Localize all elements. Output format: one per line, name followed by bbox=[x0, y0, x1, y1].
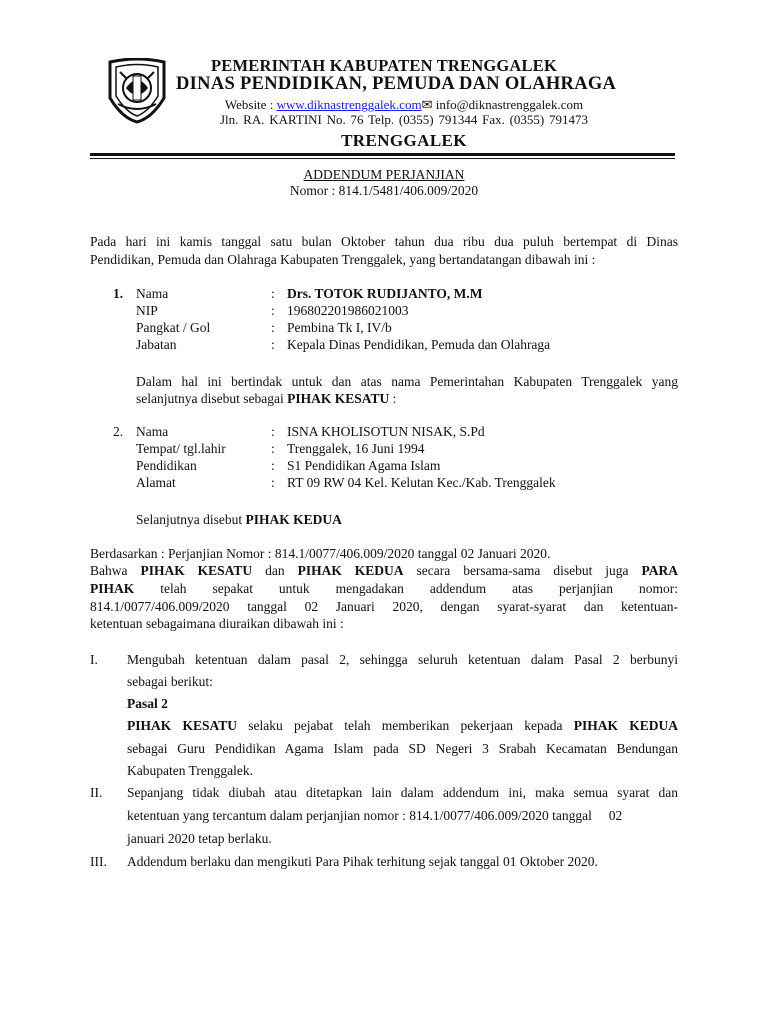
text-span: PARA bbox=[641, 563, 679, 578]
field-label: Nama bbox=[136, 424, 169, 439]
opening-line-2: Pendidikan, Pemuda dan Olahraga Kabupaten Trenggalek, yang bertandatangan dibawah ini : bbox=[90, 252, 596, 267]
item-2-line-1: Sepanjang tidak diubah atau ditetapkan lain dalam addendum ini, maka semua syarat dan bbox=[127, 785, 678, 800]
department-name: DINAS PENDIDIKAN, PEMUDA DAN OLAHRAGA bbox=[176, 74, 617, 94]
basis-line-1: Berdasarkan : Perjanjian Nomor : 814.1/0077/406.009/2020 tanggal 02 Januari 2020. bbox=[90, 546, 551, 561]
field-colon: : bbox=[271, 441, 275, 456]
item-1-line-1: Mengubah ketentuan dalam pasal 2, sehingga seluruh ketentuan dalam Pasal 2 berbunyi bbox=[127, 652, 678, 667]
party-1-desc-line-2 bbox=[136, 390, 678, 408]
field-label: Nama bbox=[136, 286, 169, 301]
field-value: Drs. TOTOK RUDIJANTO, M.M bbox=[287, 286, 483, 301]
website-label: Website : bbox=[224, 97, 277, 112]
letterhead-rule-thin bbox=[90, 158, 675, 159]
party-2-role: PIHAK KEDUA bbox=[245, 512, 342, 527]
party-1-block bbox=[0, 286, 768, 354]
text-span: : bbox=[389, 391, 397, 406]
party-2-row bbox=[0, 475, 768, 492]
letterhead-rule-thick bbox=[90, 153, 675, 156]
party-2-block bbox=[0, 424, 768, 492]
field-value: 196802201986021003 bbox=[287, 303, 409, 318]
document-number: Nomor : 814.1/5481/406.009/2020 bbox=[289, 183, 479, 198]
party-1-number: 1. bbox=[113, 286, 124, 301]
field-value: S1 Pendidikan Agama Islam bbox=[287, 458, 441, 473]
opening-line-1: Pada hari ini kamis tanggal satu bulan Oktober tahun dua ribu dua puluh bertempat di Dinas bbox=[90, 234, 678, 249]
text-span: PIHAK bbox=[90, 581, 135, 596]
basis-line-4: 814.1/0077/406.009/2020 tanggal 02 Januari 2020, dengan syarat-syarat dan ketentuan- bbox=[90, 599, 678, 614]
party-1-role: PIHAK KESATU bbox=[287, 391, 390, 406]
field-value: Pembina Tk I, IV/b bbox=[287, 320, 392, 335]
field-colon: : bbox=[271, 286, 275, 301]
contact-line bbox=[0, 97, 768, 113]
document-title: ADDENDUM PERJANJIAN bbox=[303, 167, 465, 182]
item-numeral: I. bbox=[90, 652, 98, 667]
party-2-desc bbox=[136, 511, 342, 529]
field-colon: : bbox=[271, 475, 275, 490]
field-label: Tempat/ tgl.lahir bbox=[136, 441, 226, 456]
email-address: info@diknastrenggalek.com bbox=[435, 97, 584, 112]
field-label: Pangkat / Gol bbox=[136, 320, 211, 335]
item-1-line-2: sebagai berikut: bbox=[127, 674, 213, 689]
pasal-line-1 bbox=[127, 715, 678, 737]
text-span: selanjutnya disebut sebagai bbox=[136, 391, 288, 406]
field-colon: : bbox=[271, 458, 275, 473]
field-label: Pendidikan bbox=[136, 458, 197, 473]
field-colon: : bbox=[271, 303, 275, 318]
item-numeral: II. bbox=[90, 785, 103, 800]
party-2-row bbox=[0, 458, 768, 475]
email-icon: ✉ bbox=[421, 97, 433, 112]
field-colon: : bbox=[271, 337, 275, 352]
party-2-row bbox=[0, 441, 768, 458]
item-2-line-2: ketentuan yang tercantum dalam perjanjian nomor : 814.1/0077/406.009/2020 tanggal 02 bbox=[127, 808, 623, 823]
party-1-desc-line-1: Dalam hal ini bertindak untuk dan atas nama Pemerintahan Kabupaten Trenggalek yang bbox=[136, 374, 678, 389]
party-2-number: 2. bbox=[113, 424, 124, 439]
field-value: RT 09 RW 04 Kel. Kelutan Kec./Kab. Trenggalek bbox=[287, 475, 556, 490]
field-value: Trenggalek, 16 Juni 1994 bbox=[287, 441, 425, 456]
basis-line-2 bbox=[90, 562, 678, 580]
field-colon: : bbox=[271, 424, 275, 439]
text-span: telah sepakat untuk mengadakan addendum atas perjanjian nomor: bbox=[134, 581, 678, 596]
text-span: PIHAK KESATU bbox=[127, 718, 238, 733]
basis-line-3 bbox=[90, 580, 678, 598]
pasal-line-3: Kabupaten Trenggalek. bbox=[127, 763, 253, 778]
pasal-title: Pasal 2 bbox=[127, 696, 168, 711]
party-1-row bbox=[0, 286, 768, 303]
field-colon: : bbox=[271, 320, 275, 335]
field-label: Jabatan bbox=[136, 337, 177, 352]
city-name: TRENGGALEK bbox=[341, 131, 467, 150]
text-span: PIHAK KEDUA bbox=[573, 718, 678, 733]
text-span: PIHAK KEDUA bbox=[297, 563, 404, 578]
text-span: Selanjutnya disebut bbox=[136, 512, 246, 527]
item-2-line-3: januari 2020 tetap berlaku. bbox=[127, 831, 272, 846]
party-2-row bbox=[0, 424, 768, 441]
address-line: Jln. RA. KARTINI No. 76 Telp. (0355) 791344 Fax. (0355) 791473 bbox=[219, 112, 589, 127]
text-span: PIHAK KESATU bbox=[140, 563, 253, 578]
website-link[interactable]: www.diknastrenggalek.com bbox=[276, 97, 422, 112]
basis-line-5: ketentuan sebagaimana diuraikan dibawah ini : bbox=[90, 616, 344, 631]
party-1-row bbox=[0, 337, 768, 354]
item-3-line-1: Addendum berlaku dan mengikuti Para Pihak terhitung sejak tanggal 01 Oktober 2020. bbox=[127, 854, 598, 869]
item-numeral: III. bbox=[90, 854, 107, 869]
text-span: selaku pejabat telah memberikan pekerjaan kepada bbox=[237, 718, 574, 733]
government-name: PEMERINTAH KABUPATEN TRENGGALEK bbox=[210, 56, 557, 75]
field-value: ISNA KHOLISOTUN NISAK, S.Pd bbox=[287, 424, 485, 439]
party-1-row bbox=[0, 320, 768, 337]
field-label: Alamat bbox=[136, 475, 176, 490]
party-1-row bbox=[0, 303, 768, 320]
field-label: NIP bbox=[136, 303, 158, 318]
field-value: Kepala Dinas Pendidikan, Pemuda dan Olahraga bbox=[287, 337, 551, 352]
text-span: Bahwa bbox=[90, 563, 141, 578]
text-span: secara bersama-sama disebut juga bbox=[403, 563, 642, 578]
text-span: dan bbox=[252, 563, 298, 578]
pasal-line-2: sebagai Guru Pendidikan Agama Islam pada SD Negeri 3 Srabah Kecamatan Bendungan bbox=[127, 741, 678, 756]
